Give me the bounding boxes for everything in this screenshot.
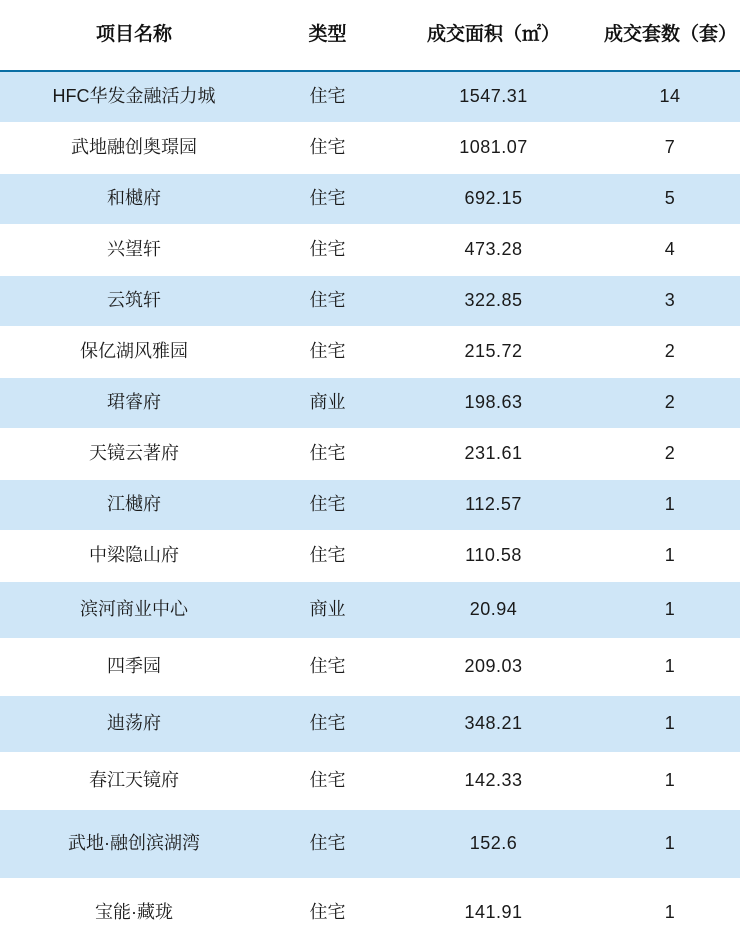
cell-type: 住宅 bbox=[268, 531, 387, 582]
table-row bbox=[0, 225, 740, 276]
cell-units: 5 bbox=[600, 174, 740, 225]
cell-project-name: 四季园 bbox=[0, 639, 268, 696]
cell-units: 2 bbox=[600, 378, 740, 429]
cell-project-name: 武地·融创滨湖湾 bbox=[0, 810, 268, 879]
cell-units: 1 bbox=[600, 753, 740, 810]
cell-project-name: 珺睿府 bbox=[0, 378, 268, 429]
table-row bbox=[0, 810, 740, 879]
cell-type: 商业 bbox=[268, 378, 387, 429]
cell-area: 1547.31 bbox=[387, 71, 600, 123]
cell-type: 住宅 bbox=[268, 225, 387, 276]
column-header-area: 成交面积（㎡） bbox=[387, 0, 600, 71]
cell-type: 住宅 bbox=[268, 327, 387, 378]
table-row bbox=[0, 480, 740, 531]
cell-project-name: 迪荡府 bbox=[0, 696, 268, 753]
cell-area: 112.57 bbox=[387, 480, 600, 531]
cell-type: 住宅 bbox=[268, 123, 387, 174]
cell-units: 2 bbox=[600, 429, 740, 480]
cell-project-name: 江樾府 bbox=[0, 480, 268, 531]
cell-area: 692.15 bbox=[387, 174, 600, 225]
table-row bbox=[0, 696, 740, 753]
table-header-row bbox=[0, 0, 740, 71]
cell-units: 1 bbox=[600, 531, 740, 582]
cell-type: 住宅 bbox=[268, 71, 387, 123]
cell-project-name: 兴望轩 bbox=[0, 225, 268, 276]
cell-area: 20.94 bbox=[387, 582, 600, 639]
cell-project-name: 云筑轩 bbox=[0, 276, 268, 327]
cell-type: 住宅 bbox=[268, 879, 387, 948]
cell-units: 1 bbox=[600, 810, 740, 879]
cell-area: 110.58 bbox=[387, 531, 600, 582]
column-header-project-name: 项目名称 bbox=[0, 0, 268, 71]
cell-units: 14 bbox=[600, 71, 740, 123]
cell-project-name: 和樾府 bbox=[0, 174, 268, 225]
cell-area: 473.28 bbox=[387, 225, 600, 276]
cell-units: 1 bbox=[600, 480, 740, 531]
cell-units: 2 bbox=[600, 327, 740, 378]
cell-type: 住宅 bbox=[268, 429, 387, 480]
table-row bbox=[0, 879, 740, 948]
cell-units: 1 bbox=[600, 696, 740, 753]
table-row bbox=[0, 276, 740, 327]
cell-type: 住宅 bbox=[268, 696, 387, 753]
cell-type: 住宅 bbox=[268, 174, 387, 225]
cell-project-name: 宝能·藏珑 bbox=[0, 879, 268, 948]
table-row bbox=[0, 531, 740, 582]
cell-project-name: 保亿湖风雅园 bbox=[0, 327, 268, 378]
cell-area: 1081.07 bbox=[387, 123, 600, 174]
cell-type: 住宅 bbox=[268, 480, 387, 531]
cell-project-name: HFC华发金融活力城 bbox=[0, 71, 268, 123]
cell-type: 住宅 bbox=[268, 810, 387, 879]
cell-type: 住宅 bbox=[268, 639, 387, 696]
table-row bbox=[0, 71, 740, 123]
table-row bbox=[0, 639, 740, 696]
table-row bbox=[0, 753, 740, 810]
table-body bbox=[0, 71, 740, 948]
cell-project-name: 中梁隐山府 bbox=[0, 531, 268, 582]
table-row bbox=[0, 582, 740, 639]
cell-units: 1 bbox=[600, 639, 740, 696]
cell-units: 1 bbox=[600, 582, 740, 639]
cell-area: 231.61 bbox=[387, 429, 600, 480]
cell-units: 3 bbox=[600, 276, 740, 327]
table-row bbox=[0, 378, 740, 429]
table-row bbox=[0, 174, 740, 225]
cell-area: 215.72 bbox=[387, 327, 600, 378]
column-header-type: 类型 bbox=[268, 0, 387, 71]
cell-type: 住宅 bbox=[268, 276, 387, 327]
table-row bbox=[0, 123, 740, 174]
cell-area: 141.91 bbox=[387, 879, 600, 948]
cell-project-name: 春江天镜府 bbox=[0, 753, 268, 810]
table-row bbox=[0, 429, 740, 480]
cell-area: 348.21 bbox=[387, 696, 600, 753]
cell-project-name: 天镜云著府 bbox=[0, 429, 268, 480]
cell-type: 住宅 bbox=[268, 753, 387, 810]
cell-type: 商业 bbox=[268, 582, 387, 639]
cell-project-name: 武地融创奥璟园 bbox=[0, 123, 268, 174]
cell-area: 209.03 bbox=[387, 639, 600, 696]
cell-units: 7 bbox=[600, 123, 740, 174]
cell-units: 4 bbox=[600, 225, 740, 276]
table-header bbox=[0, 0, 740, 71]
table-row bbox=[0, 327, 740, 378]
column-header-units: 成交套数（套） bbox=[600, 0, 740, 71]
cell-area: 142.33 bbox=[387, 753, 600, 810]
cell-area: 198.63 bbox=[387, 378, 600, 429]
cell-area: 152.6 bbox=[387, 810, 600, 879]
cell-area: 322.85 bbox=[387, 276, 600, 327]
cell-project-name: 滨河商业中心 bbox=[0, 582, 268, 639]
cell-units: 1 bbox=[600, 879, 740, 948]
